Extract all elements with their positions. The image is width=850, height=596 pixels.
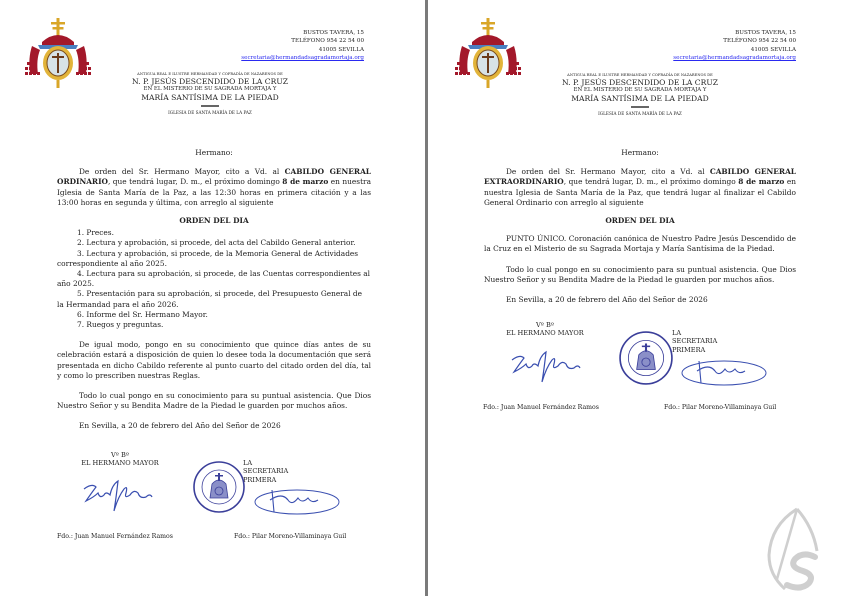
church-name: IGLESIA DE SANTA MARÍA DE LA PAZ <box>168 109 252 115</box>
signer-left-title: EL HERMANO MAYOR <box>81 459 159 468</box>
signature-left-icon <box>80 475 158 515</box>
closing-paragraph: Todo lo cual pongo en su conocimiento para su puntual asistencia. Que Dios Nuestro Señor y su Bendita Madre de la Piedad le guarden por muchos años. <box>484 264 796 284</box>
brotherhood-crest-icon <box>454 18 522 90</box>
agenda-item: 6. Informe del Sr. Hermano Mayor. <box>77 309 208 319</box>
brotherhood-title-mystery: EN EL MISTERIO DE SU SAGRADA MORTAJA Y <box>573 87 707 93</box>
signer-right-title: LA SECRETARIA PRIMERA <box>243 459 289 484</box>
signature-right-icon <box>678 355 770 389</box>
date-line: En Sevilla, a 20 de febrero del Año del Señor de 2026 <box>79 421 281 431</box>
address-street: BUSTOS TAVERA, 15 <box>303 30 364 36</box>
letter-body <box>484 148 796 305</box>
intro-paragraph: De orden del Sr. Hermano Mayor, cito a Vd. al CABILDO GENERAL EXTRAORDINARIO, que tendrá lugar, D. m., el próximo domingo 8 de marzo en nuestra Iglesia de Santa María de la Paz, que tendrá lugar al finalizar el Cabildo General Ordinario con arreglo al siguiente <box>484 167 796 207</box>
vobo-label: Vº Bº <box>536 321 554 329</box>
address-block <box>656 29 796 63</box>
signature-right-icon <box>252 484 342 518</box>
document-page-extraordinary <box>428 0 850 596</box>
agenda-item: 7. Ruegos y preguntas. <box>77 320 164 330</box>
date-line: En Sevilla, a 20 de febrero del Año del Señor de 2026 <box>506 295 708 305</box>
address-phone: TELÉFONO 954 22 54 00 <box>723 38 796 45</box>
brotherhood-crest-icon <box>24 18 92 90</box>
address-street: BUSTOS TAVERA, 15 <box>735 30 796 36</box>
meeting-type: CABILDO GENERAL ORDINARIO <box>57 167 372 187</box>
header-rule <box>631 106 649 108</box>
signer-left-name: Fdo.: Juan Manuel Fernández Ramos <box>483 404 599 411</box>
signer-right-name: Fdo.: Pilar Moreno-Villaminaya Guil <box>664 404 777 411</box>
address-city: 41005 SEVILLA <box>750 46 796 53</box>
brotherhood-seal-icon <box>618 330 674 386</box>
signer-left-title: EL HERMANO MAYOR <box>506 329 584 338</box>
salutation: Hermano: <box>195 148 233 157</box>
single-point-paragraph: PUNTO ÚNICO. Coronación canónica de Nuestro Padre Jesús Descendido de la Cruz en el Misterio de su Sagrada Mortaja y María Santísima de la Piedad. <box>484 234 796 254</box>
address-block <box>230 29 364 63</box>
brotherhood-title-prefix: ANTIGUA REAL E ILUSTRE HERMANDAD Y COFRADÍA DE NAZARENOS DE <box>567 73 713 77</box>
agenda-item: 2. Lectura y aprobación, si procede, del acta del Cabildo General anterior. <box>77 238 356 248</box>
agenda-item: 4. Lectura para su aprobación, si procede, de las Cuentas correspondientes al año 2025. <box>57 269 371 289</box>
vobo-label: Vº Bº <box>111 451 129 459</box>
intro-paragraph: De orden del Sr. Hermano Mayor, cito a Vd. al CABILDO GENERAL ORDINARIO, que tendrá lugar, D. m., el próximo domingo 8 de marzo en nuestra Iglesia de Santa María de la Paz, a las 12:30 horas en primera citación y a las 13:00 horas en segunda y última, con arreglo al siguiente <box>57 167 372 207</box>
meeting-type: CABILDO GENERAL EXTRAORDINARIO <box>484 167 796 187</box>
signature-left-icon <box>508 346 586 386</box>
agenda-heading: ORDEN DEL DIA <box>179 216 249 226</box>
watermark-logo-icon <box>763 505 823 591</box>
brotherhood-title-virgin: MARÍA SANTÍSIMA DE LA PIEDAD <box>141 93 279 102</box>
agenda-item: 1. Preces. <box>77 228 114 238</box>
brotherhood-header <box>100 71 320 116</box>
meeting-date: 8 de marzo <box>738 177 785 187</box>
email-link[interactable]: secretaria@hermandadsagradamortaja.org <box>673 55 796 62</box>
salutation: Hermano: <box>621 148 659 157</box>
agenda-item: 5. Presentación para su aprobación, si procede, del Presupuesto General de la Hermandad para el año 2026. <box>57 289 363 309</box>
header-rule <box>201 105 219 107</box>
signer-right-title: LA SECRETARIA PRIMERA <box>672 329 718 354</box>
brotherhood-title-prefix: ANTIGUA REAL E ILUSTRE HERMANDAD Y COFRADÍA DE NAZARENOS DE <box>137 72 283 76</box>
email-link[interactable]: secretaria@hermandadsagradamortaja.org <box>241 55 364 62</box>
brotherhood-title-main: N. P. JESÚS DESCENDIDO DE LA CRUZ <box>131 77 289 86</box>
documentation-paragraph: De igual modo, pongo en su conocimiento que quince días antes de su celebración estará a disposición de quien lo desee toda la documentación que será presentada en dicho Cabildo referente al punto cuarto del citado orden del día, tal y como lo prescriben nuestras Reglas. <box>57 340 371 380</box>
brotherhood-header <box>528 72 752 117</box>
letter-body <box>57 148 371 432</box>
agenda-heading: ORDEN DEL DIA <box>605 216 675 226</box>
brotherhood-title-mystery: EN EL MISTERIO DE SU SAGRADA MORTAJA Y <box>143 86 277 92</box>
signer-left-name: Fdo.: Juan Manuel Fernández Ramos <box>57 533 173 540</box>
address-phone: TELÉFONO 954 22 54 00 <box>291 38 364 45</box>
closing-paragraph: Todo lo cual pongo en su conocimiento para su puntual asistencia. Que Dios Nuestro Señor y su Bendita Madre de la Piedad le guarden por muchos años. <box>57 391 371 411</box>
brotherhood-seal-icon <box>192 460 246 514</box>
signer-right-name: Fdo.: Pilar Moreno-Villaminaya Guil <box>234 533 347 540</box>
agenda-item: 3. Lectura y aprobación, si procede, de la Memoria General de Actividades correspondiente al año 2025. <box>57 248 359 268</box>
address-city: 41005 SEVILLA <box>318 46 364 53</box>
brotherhood-title-virgin: MARÍA SANTÍSIMA DE LA PIEDAD <box>571 94 709 103</box>
brotherhood-title-main: N. P. JESÚS DESCENDIDO DE LA CRUZ <box>561 78 719 87</box>
meeting-date: 8 de marzo <box>282 177 329 187</box>
church-name: IGLESIA DE SANTA MARÍA DE LA PAZ <box>598 110 682 116</box>
